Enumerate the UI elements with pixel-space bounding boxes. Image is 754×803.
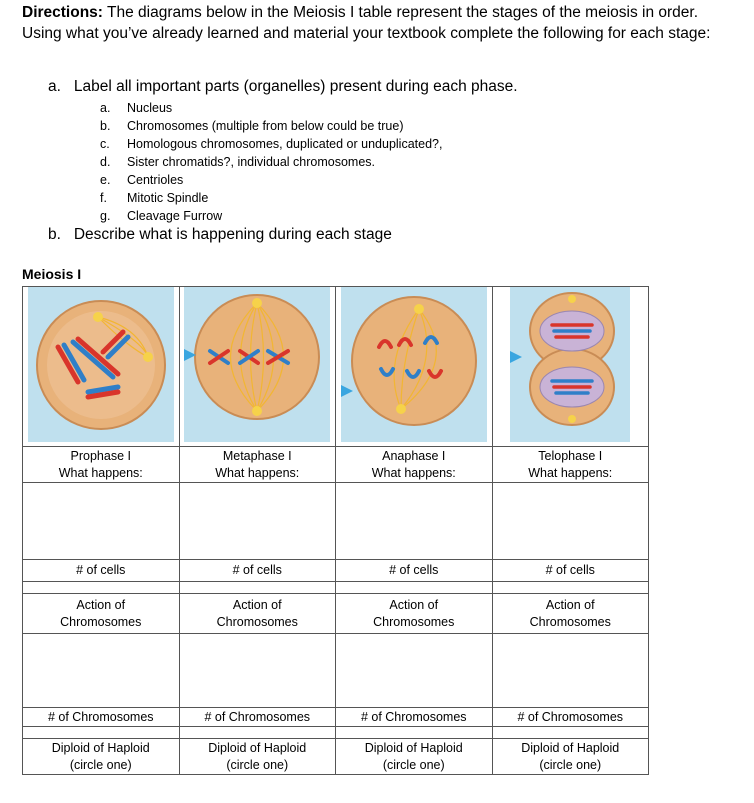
answer-cell-chromosomes[interactable] — [492, 727, 649, 739]
answer-cell-what-happens[interactable] — [23, 483, 180, 560]
list-item — [100, 99, 442, 117]
list-text: Homologous chromosomes, duplicated or unduplicated?, — [127, 137, 443, 151]
answer-cell-what-happens[interactable] — [336, 483, 493, 560]
answer-cell-chromosomes[interactable] — [336, 727, 493, 739]
chromosome-count-label: # of Chromosomes — [336, 708, 493, 727]
action-label — [336, 594, 493, 634]
telophase-image-cell — [492, 287, 649, 447]
metaphase-diagram — [184, 287, 330, 442]
list-text: Centrioles — [127, 173, 184, 187]
answer-cell-chromosomes[interactable] — [23, 727, 180, 739]
answer-cell-cells[interactable] — [179, 582, 336, 594]
what-happens-label: What happens: — [371, 465, 456, 480]
list-text: Mitotic Spindle — [127, 191, 209, 205]
what-happens-label: What happens: — [528, 465, 613, 480]
cells-count-label: # of cells — [179, 560, 336, 582]
stage-header — [336, 447, 493, 483]
cells-count-label: # of cells — [23, 560, 180, 582]
action-line1: Action of — [232, 597, 282, 612]
instruction-a-text: Label all important parts (organelles) present during each phase. — [73, 78, 518, 95]
answer-cell-action[interactable] — [492, 634, 649, 708]
answer-cell-cells[interactable] — [23, 582, 180, 594]
chromosome-count-label: # of Chromosomes — [492, 708, 649, 727]
answer-cell-action[interactable] — [179, 634, 336, 708]
directions-text: The diagrams below in the Meiosis I table represent the stages of the meiosis in order. Using what you’ve already learned and material your textbook complete the following for each stage: — [22, 4, 711, 42]
list-item — [100, 207, 442, 225]
prophase-diagram — [28, 287, 174, 442]
action-line2: Chromosomes — [529, 614, 611, 629]
list-text: Sister chromatids?, individual chromosomes. — [127, 155, 376, 169]
list-letter: d. — [100, 155, 111, 169]
what-happens-label: What happens: — [215, 465, 300, 480]
circle-one-note: (circle one) — [539, 757, 602, 772]
ploidy-choice[interactable] — [179, 739, 336, 775]
list-text: Chromosomes (multiple from below could be true) — [127, 119, 404, 133]
action-line1: Action of — [389, 597, 439, 612]
section-title: Meiosis I — [22, 266, 82, 282]
action-line1: Action of — [76, 597, 126, 612]
ploidy-options: Diploid of Haploid — [364, 740, 463, 755]
stage-name: Telophase I — [538, 448, 603, 463]
cells-count-label: # of cells — [492, 560, 649, 582]
directions-label: Directions: — [22, 4, 103, 21]
ploidy-choice[interactable] — [23, 739, 180, 775]
ploidy-options: Diploid of Haploid — [208, 740, 307, 755]
answer-cell-cells[interactable] — [492, 582, 649, 594]
list-letter: b. — [100, 119, 111, 133]
ploidy-options: Diploid of Haploid — [51, 740, 150, 755]
cells-count-label: # of cells — [336, 560, 493, 582]
answer-cell-action[interactable] — [336, 634, 493, 708]
stage-name: Anaphase I — [382, 448, 446, 463]
ploidy-options: Diploid of Haploid — [521, 740, 620, 755]
stage-header — [492, 447, 649, 483]
list-item — [100, 171, 442, 189]
list-letter: g. — [100, 209, 111, 223]
answer-cell-what-happens[interactable] — [492, 483, 649, 560]
metaphase-image-cell — [179, 287, 336, 447]
circle-one-note: (circle one) — [69, 757, 132, 772]
anaphase-image-cell — [336, 287, 493, 447]
answer-cell-cells[interactable] — [336, 582, 493, 594]
answer-cell-action[interactable] — [23, 634, 180, 708]
action-line1: Action of — [545, 597, 595, 612]
action-label — [492, 594, 649, 634]
stage-name: Prophase I — [70, 448, 131, 463]
instruction-b-letter: b. — [48, 226, 61, 243]
circle-one-note: (circle one) — [226, 757, 289, 772]
action-line2: Chromosomes — [60, 614, 142, 629]
list-item — [100, 117, 442, 135]
instruction-a — [48, 78, 518, 96]
instruction-b-text: Describe what is happening during each stage — [73, 226, 392, 243]
ploidy-choice[interactable] — [492, 739, 649, 775]
meiosis-table — [22, 286, 649, 775]
list-text: Cleavage Furrow — [127, 209, 223, 223]
list-item — [100, 135, 442, 153]
stage-header — [179, 447, 336, 483]
ploidy-choice[interactable] — [336, 739, 493, 775]
chromosome-count-label: # of Chromosomes — [23, 708, 180, 727]
what-happens-label: What happens: — [58, 465, 143, 480]
stage-name: Metaphase I — [222, 448, 292, 463]
anaphase-diagram — [341, 287, 487, 442]
instruction-b — [48, 226, 392, 244]
list-letter: a. — [100, 101, 111, 115]
list-item — [100, 153, 442, 171]
action-line2: Chromosomes — [216, 614, 298, 629]
list-letter: c. — [100, 137, 110, 151]
chromosome-count-label: # of Chromosomes — [179, 708, 336, 727]
answer-cell-what-happens[interactable] — [179, 483, 336, 560]
list-text: Nucleus — [127, 101, 173, 115]
action-label — [23, 594, 180, 634]
instruction-a-letter: a. — [48, 78, 61, 95]
list-item — [100, 189, 442, 207]
telophase-diagram — [510, 287, 630, 442]
action-label — [179, 594, 336, 634]
prophase-image-cell — [23, 287, 180, 447]
parts-list — [100, 99, 442, 225]
list-letter: f. — [100, 191, 107, 205]
circle-one-note: (circle one) — [382, 757, 445, 772]
answer-cell-chromosomes[interactable] — [179, 727, 336, 739]
directions-paragraph — [22, 2, 722, 44]
stage-header — [23, 447, 180, 483]
action-line2: Chromosomes — [373, 614, 455, 629]
list-letter: e. — [100, 173, 111, 187]
